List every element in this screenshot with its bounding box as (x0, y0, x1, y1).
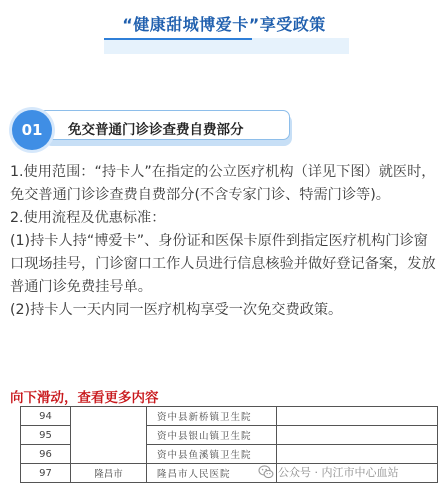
table-cell-number: 94 (21, 407, 71, 426)
page-title: “健康甜城博爱卡”享受政策 (122, 15, 326, 34)
title-accent-line (104, 38, 252, 40)
table-cell-number: 95 (21, 426, 71, 445)
table-cell-hospital: 资中县银山镇卫生院 (147, 426, 277, 445)
section-title: 免交普通门诊诊查费自费部分 (68, 122, 244, 138)
table-cell-city (71, 407, 147, 464)
account-watermark (258, 463, 399, 481)
table-cell-empty (277, 445, 438, 464)
table-cell-hospital: 隆昌市人民医院 (147, 464, 277, 483)
table-cell-hospital: 资中县新桥镇卫生院 (147, 407, 277, 426)
table-cell-number: 97 (21, 464, 71, 483)
table-cell-empty (277, 407, 438, 426)
table-cell-number: 96 (21, 445, 71, 464)
paragraph-step-2: (2)持卡人一天内同一医疗机构享受一次免交费政策。 (10, 302, 343, 318)
table-cell-hospital: 资中县鱼溪镇卫生院 (147, 445, 277, 464)
paragraph-step-1: (1)持卡人持“博爱卡”、身份证和医保卡原件到指定医疗机构门诊窗口现场挂号，门诊窗口工作人员进行信息核验并做好登记备案，发放普通门诊免费挂号单。 (10, 233, 436, 295)
section-header (10, 108, 290, 146)
policy-text (10, 161, 440, 322)
paragraph-process-heading: 2.使用流程及优惠标准： (10, 210, 166, 226)
table-cell-city: 隆昌市 (71, 464, 147, 483)
title-banner (0, 0, 448, 58)
table-cell-empty (277, 426, 438, 445)
watermark-text: 公众号 · 内江市中心血站 (278, 466, 399, 479)
paragraph-scope: 1.使用范围：“持卡人”在指定的公立医疗机构（详见下图）就医时，免交普通门诊诊查费自费部分(不含专家门诊、特需门诊等)。 (10, 164, 436, 203)
section-number-badge (12, 110, 52, 150)
table-row (21, 407, 438, 426)
wechat-icon (258, 464, 274, 480)
scroll-hint: 向下滑动，查看更多内容 (10, 390, 159, 406)
title-underbar (104, 38, 349, 54)
section-number: 01 (21, 121, 43, 139)
